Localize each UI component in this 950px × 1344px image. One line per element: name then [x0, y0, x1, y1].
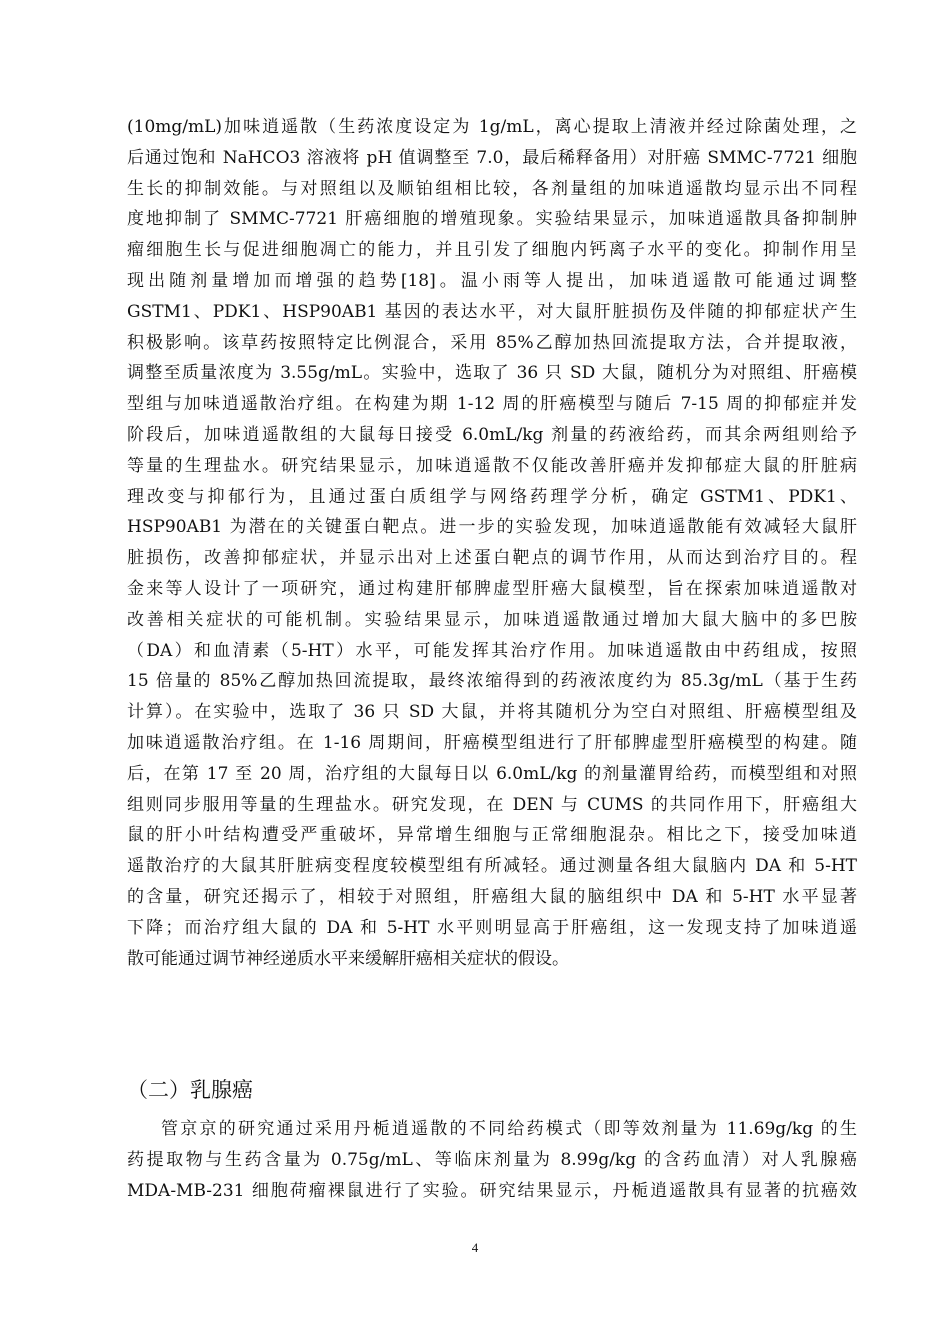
text-line: 金来等人设计了一项研究，通过构建肝郁脾虚型肝癌大鼠模型，旨在探索加味逍遥散对 [127, 578, 857, 599]
text-line: 15 倍量的 85%乙醇加热回流提取，最终浓缩得到的药液浓度约为 85.3g/mL（基于生药 [127, 671, 857, 692]
text-line: 现出随剂量增加而增强的趋势[18]。温小雨等人提出，加味逍遥散可能通过调整 [127, 270, 857, 291]
text-line: 改善相关症状的可能机制。实验结果显示，加味逍遥散通过增加大鼠大脑中的多巴胺 [127, 609, 857, 630]
text-line-indented: 管京京的研究通过采用丹栀逍遥散的不同给药模式（即等效剂量为 11.69g/kg 的生 [161, 1119, 857, 1139]
paragraph-liver-cancer [127, 112, 857, 974]
text-line: 药提取物与生药含量为 0.75g/mL、等临床剂量为 8.99g/kg 的含药血清）对人乳腺癌 [127, 1149, 857, 1170]
text-line: 计算）。在实验中，选取了 36 只 SD 大鼠，并将其随机分为空白对照组、肝癌模型组及 [127, 702, 857, 723]
text-line: 组则同步服用等量的生理盐水。研究发现，在 DEN 与 CUMS 的共同作用下，肝癌组大 [127, 794, 857, 815]
text-line: 度地抑制了 SMMC-7721 肝癌细胞的增殖现象。实验结果显示，加味逍遥散具备抑制肿 [127, 209, 857, 230]
text-line: 积极影响。该草药按照特定比例混合，采用 85%乙醇加热回流提取方法，合并提取液， [127, 332, 857, 353]
text-line: 散可能通过调节神经递质水平来缓解肝癌相关症状的假设。 [127, 948, 569, 969]
text-line: 脏损伤，改善抑郁症状，并显示出对上述蛋白靶点的调节作用，从而达到治疗目的。程 [127, 548, 857, 569]
text-line: 生长的抑制效能。与对照组以及顺铂组相比较，各剂量组的加味逍遥散均显示出不同程 [127, 178, 857, 199]
text-line: MDA-MB-231 细胞荷瘤裸鼠进行了实验。研究结果显示，丹栀逍遥散具有显著的抗癌效 [127, 1180, 857, 1201]
text-line: 的含量，研究还揭示了，相较于对照组，肝癌组大鼠的脑组织中 DA 和 5-HT 水平显著 [127, 886, 857, 907]
text-line: 加味逍遥散治疗组。在 1-16 周期间，肝癌模型组进行了肝郁脾虚型肝癌模型的构建。随 [127, 732, 857, 753]
paragraph-breast-cancer [127, 1114, 857, 1206]
text-line: 型组与加味逍遥散治疗组。在构建为期 1-12 周的肝癌模型与随后 7-15 周的抑郁症并发 [127, 394, 857, 415]
text-line: 阶段后，加味逍遥散组的大鼠每日接受 6.0mL/kg 剂量的药液给药，而其余两组则给予 [127, 424, 857, 445]
text-line: 理改变与抑郁行为，且通过蛋白质组学与网络药理学分析，确定 GSTM1、PDK1、 [127, 486, 857, 507]
text-line: 下降；而治疗组大鼠的 DA 和 5-HT 水平则明显高于肝癌组，这一发现支持了加味逍遥 [127, 917, 857, 938]
text-line: 瘤细胞生长与促进细胞凋亡的能力，并且引发了细胞内钙离子水平的变化。抑制作用呈 [127, 240, 857, 261]
text-line: (10mg/mL)加味逍遥散（生药浓度设定为 1g/mL，离心提取上清液并经过除菌处理，之 [127, 117, 857, 137]
text-line: 遥散治疗的大鼠其肝脏病变程度较模型组有所减轻。通过测量各组大鼠脑内 DA 和 5-HT [127, 856, 857, 877]
text-line: 后通过饱和 NaHCO3 溶液将 pH 值调整至 7.0，最后稀释备用）对肝癌 SMMC-7721 细胞 [127, 147, 857, 168]
text-line: 后，在第 17 至 20 周，治疗组的大鼠每日以 6.0mL/kg 的剂量灌胃给药，而模型组和对照 [127, 763, 857, 784]
text-line: 等量的生理盐水。研究结果显示，加味逍遥散不仅能改善肝癌并发抑郁症大鼠的肝脏病 [127, 455, 857, 476]
text-line: （DA）和血清素（5-HT）水平，可能发挥其治疗作用。加味逍遥散由中药组成，按照 [127, 640, 857, 661]
text-line: 调整至质量浓度为 3.55g/mL。实验中，选取了 36 只 SD 大鼠，随机分为对照组、肝癌模 [127, 363, 857, 384]
page-number: 4 [471, 1240, 479, 1255]
text-line: GSTM1、PDK1、HSP90AB1 基因的表达水平，对大鼠肝脏损伤及伴随的抑郁症状产生 [127, 301, 857, 322]
text-line: 鼠的肝小叶结构遭受严重破坏，异常增生细胞与正常细胞混杂。相比之下，接受加味逍 [127, 825, 857, 846]
text-line: HSP90AB1 为潜在的关键蛋白靶点。进一步的实验发现，加味逍遥散能有效减轻大鼠肝 [127, 517, 857, 538]
section-heading: （二）乳腺癌 [127, 1078, 253, 1102]
